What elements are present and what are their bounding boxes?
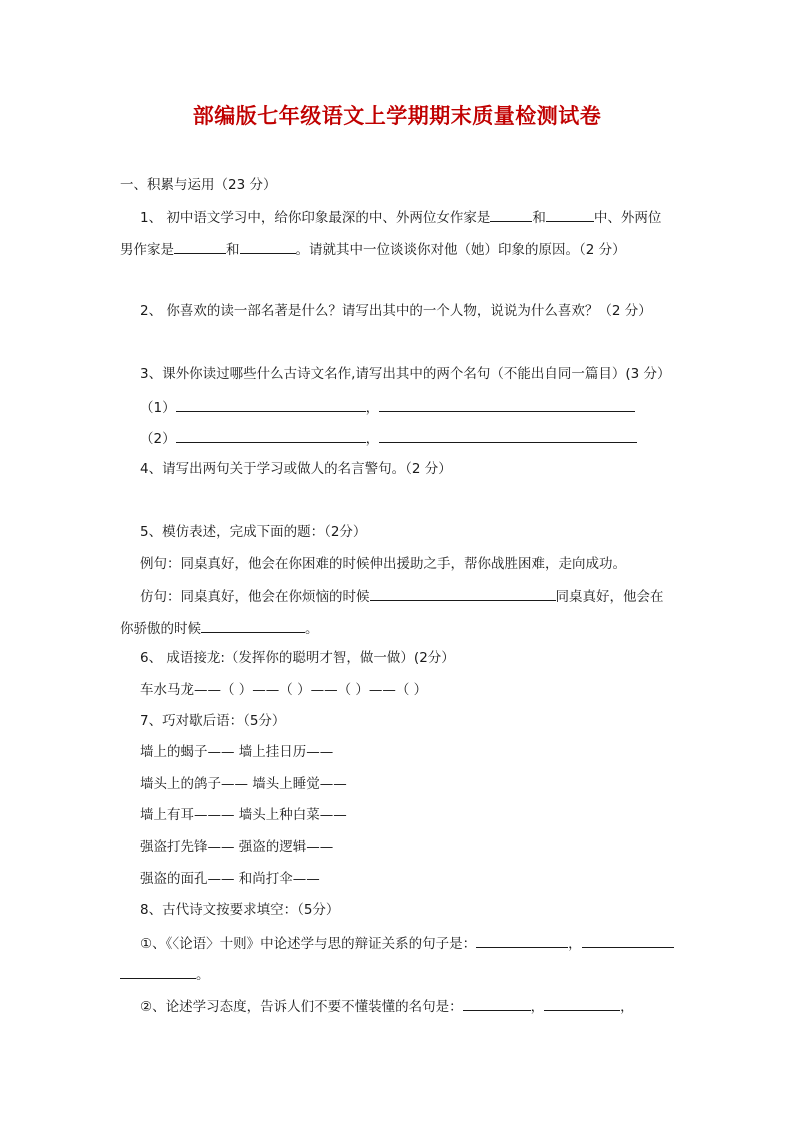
answer-blank[interactable] bbox=[490, 207, 532, 222]
page-title: 部编版七年级语文上学期期末质量检测试卷 bbox=[192, 103, 602, 128]
question-5-imitate-cont bbox=[120, 618, 319, 638]
imitate-text-a: 仿句：同桌真好，他会在你烦恼的时候 bbox=[140, 589, 370, 605]
question-8-item-2 bbox=[140, 996, 634, 1016]
imitate-text-b: 同桌真好，他会在 bbox=[555, 589, 664, 605]
answer-blank[interactable] bbox=[463, 996, 531, 1011]
comma: ， bbox=[365, 400, 380, 416]
answer-blank[interactable] bbox=[476, 933, 568, 948]
answer-index: （2） bbox=[140, 431, 176, 447]
imitate-text-c: 你骄傲的时候 bbox=[120, 621, 201, 637]
answer-blank[interactable] bbox=[176, 397, 366, 412]
question-1-text-d: 。请就其中一位谈谈你对他（她）印象的原因。（2 分） bbox=[295, 242, 626, 258]
answer-blank[interactable] bbox=[379, 397, 635, 412]
proverb-item: 墙上的蝎子—— 墙上挂日历—— bbox=[140, 744, 334, 760]
proverb-item: 强盗打先锋—— 强盗的逻辑—— bbox=[140, 839, 334, 855]
comma: ， bbox=[620, 999, 634, 1015]
answer-blank[interactable] bbox=[174, 239, 226, 254]
answer-blank[interactable] bbox=[582, 933, 674, 948]
question-8-item-1-cont bbox=[120, 964, 210, 984]
proverb-item: 强盗的面孔—— 和尚打伞—— bbox=[140, 871, 320, 887]
answer-blank[interactable] bbox=[240, 239, 296, 254]
question-1-and: 和 bbox=[532, 210, 546, 226]
question-8: 8、古代诗文按要求填空：（5分） bbox=[140, 902, 340, 918]
answer-blank[interactable] bbox=[370, 586, 556, 601]
answer-blank[interactable] bbox=[546, 207, 594, 222]
question-1-and: 和 bbox=[226, 242, 240, 258]
answer-index: （1） bbox=[140, 400, 176, 416]
question-1-line-2 bbox=[120, 239, 626, 259]
question-5: 5、模仿表述，完成下面的题：（2分） bbox=[140, 524, 367, 540]
item-1-text: ①、《〈论语〉十则》中论述学与思的辩证关系的句子是： bbox=[140, 936, 477, 952]
question-1-text-a: 1、 初中语文学习中，给你印象最深的中、外两位女作家是 bbox=[140, 210, 491, 226]
answer-blank[interactable] bbox=[201, 618, 305, 633]
comma: ， bbox=[568, 936, 582, 952]
item-2-text: ②、论述学习态度，告诉人们不要不懂装懂的名句是： bbox=[140, 999, 463, 1015]
question-3: 3、课外你读过哪些什么古诗文名作,请写出其中的两个名句（不能出自同一篇目）(3 分） bbox=[140, 366, 671, 382]
question-7: 7、巧对歇后语：（5分） bbox=[140, 713, 286, 729]
question-4: 4、请写出两句关于学习或做人的名言警句。（2 分） bbox=[140, 461, 452, 477]
question-1-text-c: 男作家是 bbox=[120, 242, 174, 258]
comma: ， bbox=[365, 431, 380, 447]
idiom-chain: 车水马龙——（ ）——（ ）——（ ）——（ ） bbox=[140, 682, 428, 698]
period: 。 bbox=[196, 967, 210, 983]
question-1-line-1 bbox=[140, 207, 661, 227]
answer-blank[interactable] bbox=[379, 428, 637, 443]
answer-blank[interactable] bbox=[544, 996, 620, 1011]
question-3-answer-1 bbox=[140, 397, 635, 417]
question-5-imitate bbox=[140, 586, 664, 606]
question-6: 6、 成语接龙:（发挥你的聪明才智，做一做）(2分） bbox=[140, 650, 455, 666]
section-heading: 一、积累与运用（23 分） bbox=[120, 177, 277, 193]
question-3-answer-2 bbox=[140, 428, 637, 448]
answer-blank[interactable] bbox=[176, 428, 366, 443]
answer-blank[interactable] bbox=[120, 964, 196, 979]
question-1-text-b: 中、外两位 bbox=[593, 210, 662, 226]
question-8-item-1 bbox=[140, 933, 674, 953]
proverb-item: 墙上有耳——— 墙头上种白菜—— bbox=[140, 807, 347, 823]
comma: ， bbox=[530, 999, 545, 1015]
proverb-item: 墙头上的鸽子—— 墙头上睡觉—— bbox=[140, 776, 347, 792]
question-2: 2、 你喜欢的读一部名著是什么？请写出其中的一个人物，说说为什么喜欢？（2 分） bbox=[140, 303, 652, 319]
question-5-example: 例句：同桌真好，他会在你困难的时候伸出援助之手，帮你战胜困难，走向成功。 bbox=[140, 556, 626, 572]
period: 。 bbox=[305, 621, 319, 637]
